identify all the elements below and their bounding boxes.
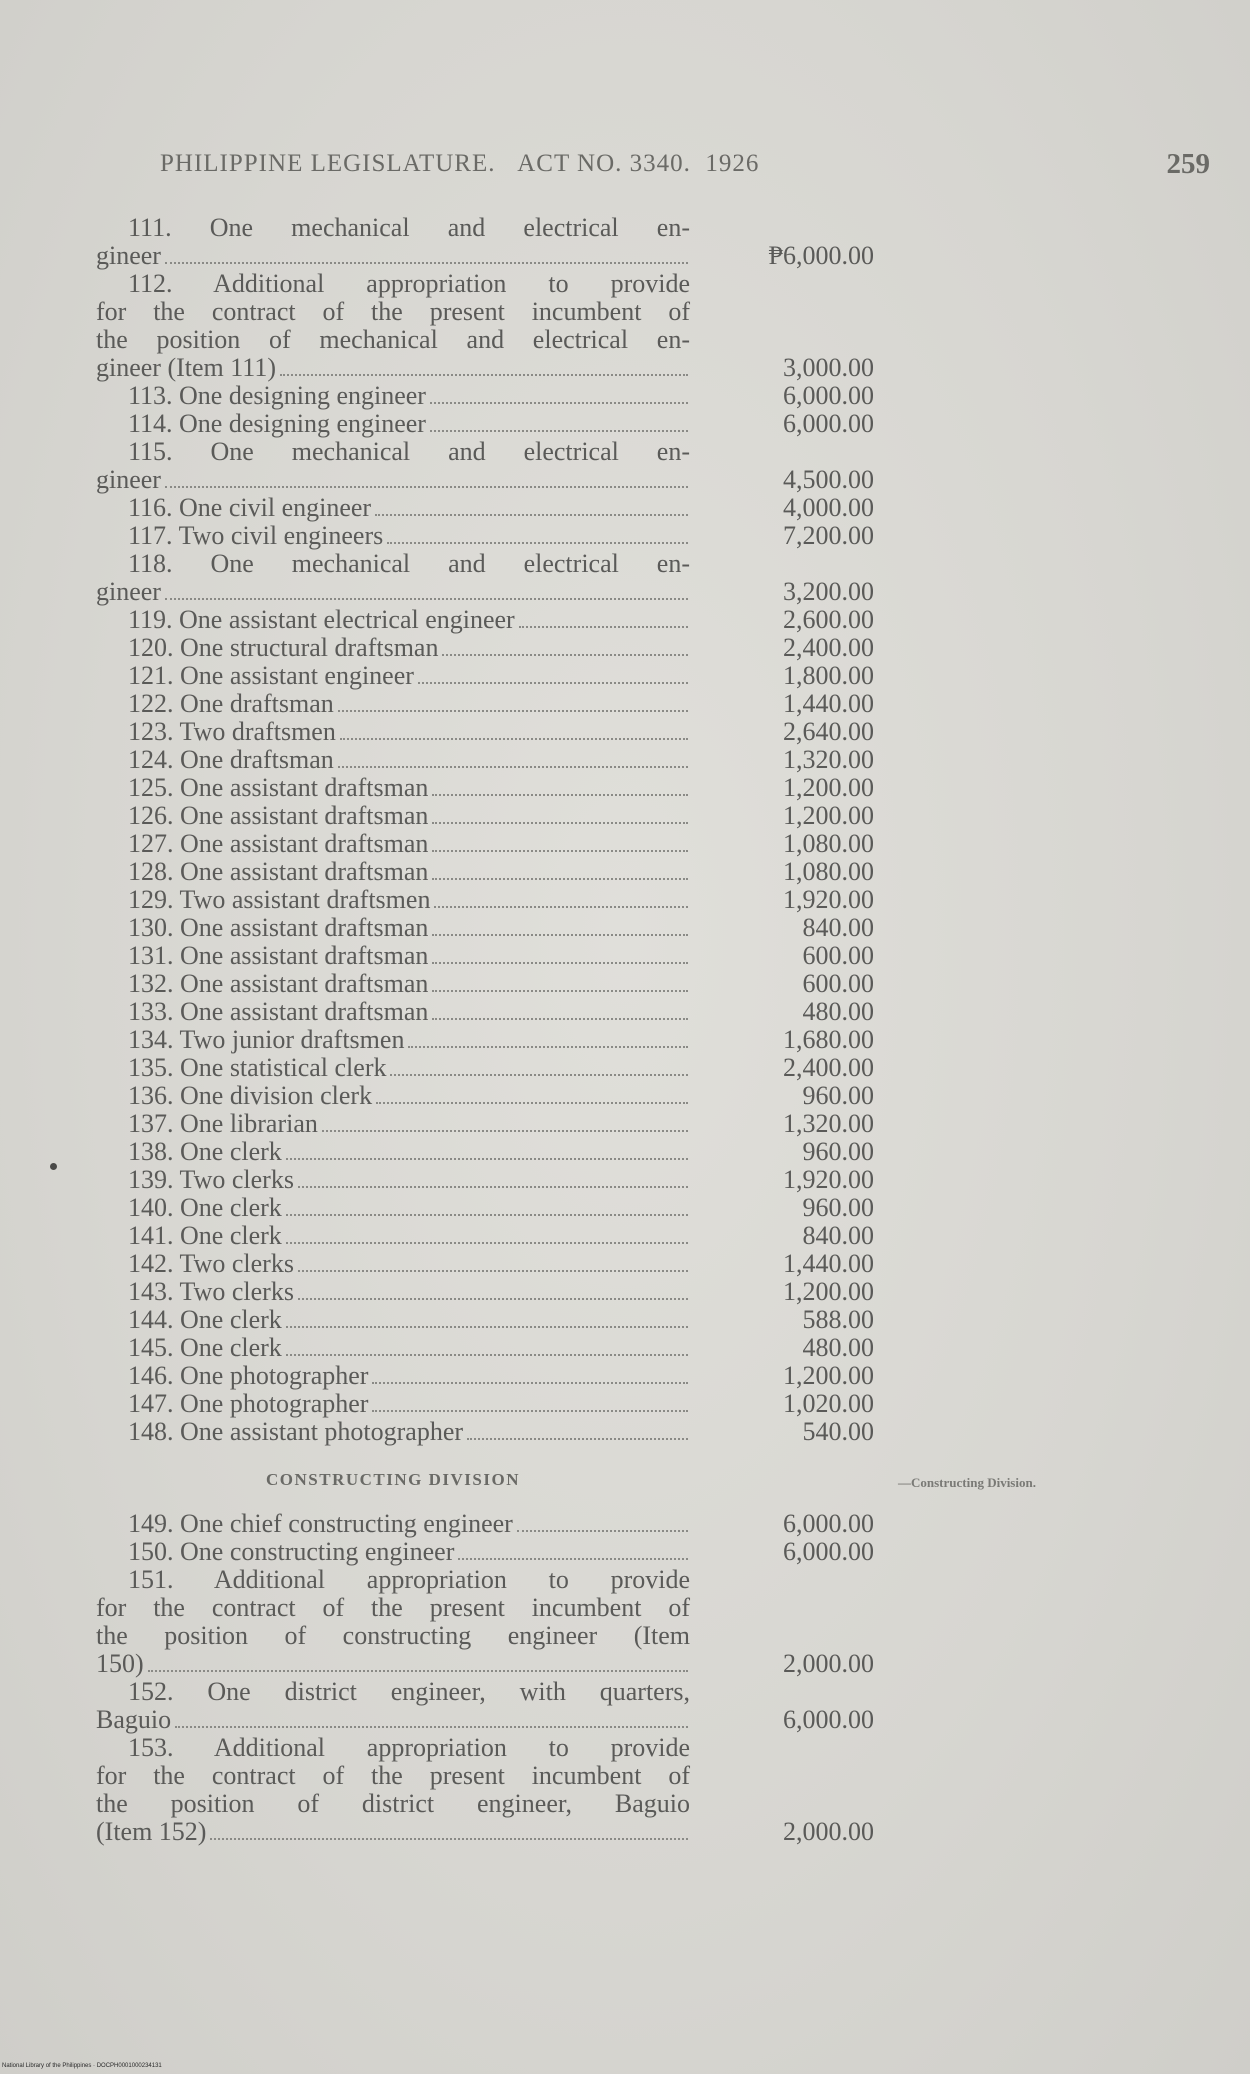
item-label: 135. One statistical clerk [128, 1053, 387, 1082]
dot-leader [298, 1185, 688, 1188]
running-head [160, 150, 759, 178]
item-amount: 1,020.00 [783, 1389, 874, 1418]
item-line [96, 522, 690, 550]
item-label: 130. One assistant draftsman [128, 913, 429, 942]
list-item [96, 214, 896, 270]
dot-leader [432, 877, 688, 880]
item-text [96, 1082, 690, 1110]
item-text [96, 1334, 690, 1362]
item-amount: 7,200.00 [783, 521, 874, 550]
item-text [96, 1418, 690, 1446]
dot-leader [286, 1213, 688, 1216]
item-label: 149. One chief constructing engineer [128, 1509, 513, 1538]
item-text [96, 1250, 690, 1278]
item-amount: 1,320.00 [783, 745, 874, 774]
item-label: 120. One structural draftsman [128, 633, 439, 662]
item-amount: 6,000.00 [783, 1705, 874, 1734]
list-item [96, 998, 896, 1026]
item-first-line: 152. One district engineer, with quarters, [128, 1677, 690, 1706]
item-first-line: 112. Additional appropriation to provide [128, 269, 690, 298]
dot-leader [298, 1297, 688, 1300]
footer-credit: National Library of the Philippines · DOCPH0001000234131 [2, 2063, 162, 2069]
list-item [96, 1334, 896, 1362]
item-continuation-line: the position of constructing engineer (Item [96, 1621, 690, 1650]
item-last-line [96, 354, 690, 382]
item-last-line [96, 1650, 690, 1678]
dot-leader [434, 905, 688, 908]
list-item [96, 1678, 896, 1734]
item-continuation-line: the position of mechanical and electrical en- [96, 325, 690, 354]
dot-leader [387, 541, 688, 544]
item-continuation-line: for the contract of the present incumbent of [96, 1761, 690, 1790]
item-text [96, 942, 690, 970]
division-heading: CONSTRUCTING DIVISION [266, 1470, 520, 1489]
list-item [96, 1390, 896, 1418]
item-label: 128. One assistant draftsman [128, 857, 429, 886]
page-number: 259 [1166, 148, 1210, 180]
item-last-line [96, 578, 690, 606]
item-amount: 1,200.00 [783, 801, 874, 830]
item-label: 144. One clerk [128, 1305, 282, 1334]
running-head-act: ACT NO. 3340. [517, 150, 691, 177]
list-item [96, 1138, 896, 1166]
item-label: 114. One designing engineer [128, 409, 426, 438]
item-label: 145. One clerk [128, 1333, 282, 1362]
list-item [96, 886, 896, 914]
item-label: 142. Two clerks [128, 1249, 294, 1278]
list-item [96, 690, 896, 718]
item-last-line-label: Baguio [96, 1705, 172, 1734]
dot-leader [148, 1669, 688, 1672]
item-last-line-label: 150) [96, 1649, 144, 1678]
item-text [96, 494, 690, 522]
item-text [96, 522, 690, 550]
item-amount: 1,440.00 [783, 689, 874, 718]
item-text [96, 690, 690, 718]
item-line [96, 1362, 690, 1390]
list-item [96, 1538, 896, 1566]
item-label: 138. One clerk [128, 1137, 282, 1166]
list-item [96, 1418, 896, 1446]
item-amount: 2,000.00 [783, 1649, 874, 1678]
list-item [96, 746, 896, 774]
item-amount: 480.00 [802, 997, 874, 1026]
item-line [96, 1026, 690, 1054]
list-item [96, 1566, 896, 1678]
item-text [96, 438, 690, 494]
item-label: 127. One assistant draftsman [128, 829, 429, 858]
item-text [96, 1110, 690, 1138]
item-first-line: 151. Additional appropriation to provide [128, 1565, 690, 1594]
list-item [96, 942, 896, 970]
list-item [96, 774, 896, 802]
dot-leader [458, 1557, 688, 1560]
list-item [96, 1194, 896, 1222]
item-text [96, 746, 690, 774]
item-first-line: 153. Additional appropriation to provide [128, 1733, 690, 1762]
item-line [96, 1054, 690, 1082]
item-label: 133. One assistant draftsman [128, 997, 429, 1026]
item-line [96, 1110, 690, 1138]
item-line [96, 494, 690, 522]
item-amount: 1,680.00 [783, 1025, 874, 1054]
item-line [96, 914, 690, 942]
item-label: 121. One assistant engineer [128, 661, 414, 690]
item-amount: 840.00 [802, 913, 874, 942]
dot-leader [432, 793, 688, 796]
list-item [96, 914, 896, 942]
item-line [96, 1334, 690, 1362]
item-line [96, 970, 690, 998]
list-item [96, 606, 896, 634]
item-amount: 6,000.00 [783, 409, 874, 438]
item-label: 123. Two draftsmen [128, 717, 336, 746]
dot-leader [432, 989, 688, 992]
item-text [96, 914, 690, 942]
item-line [96, 746, 690, 774]
item-line [96, 802, 690, 830]
dot-leader [286, 1157, 688, 1160]
dot-leader [390, 1073, 688, 1076]
dot-leader [338, 709, 688, 712]
item-line [96, 998, 690, 1026]
item-text [96, 886, 690, 914]
list-item [96, 1510, 896, 1538]
item-line [96, 1082, 690, 1110]
item-amount: 1,200.00 [783, 773, 874, 802]
list-item [96, 1306, 896, 1334]
item-label: 134. Two junior draftsmen [128, 1025, 405, 1054]
dot-leader [375, 513, 688, 516]
item-text [96, 214, 690, 270]
item-text [96, 1362, 690, 1390]
list-item [96, 1222, 896, 1250]
dot-leader [210, 1837, 688, 1840]
item-last-line [96, 1818, 690, 1846]
list-item [96, 1278, 896, 1306]
dot-leader [408, 1045, 688, 1048]
item-line [96, 1222, 690, 1250]
item-amount: 588.00 [802, 1305, 874, 1334]
item-text [96, 1054, 690, 1082]
item-text [96, 270, 690, 382]
dot-leader [519, 625, 688, 628]
item-text [96, 970, 690, 998]
item-text [96, 1390, 690, 1418]
item-continuation-line: for the contract of the present incumbent of [96, 297, 690, 326]
item-amount: 1,200.00 [783, 1361, 874, 1390]
item-label: 137. One librarian [128, 1109, 318, 1138]
dot-leader [280, 373, 688, 376]
item-text [96, 830, 690, 858]
dot-leader [175, 1725, 688, 1728]
item-line [96, 1278, 690, 1306]
item-label: 143. Two clerks [128, 1277, 294, 1306]
item-line [96, 886, 690, 914]
item-label: 136. One division clerk [128, 1081, 373, 1110]
item-text [96, 1222, 690, 1250]
item-line [96, 1538, 690, 1566]
item-last-line-label: gineer [96, 241, 161, 270]
item-label: 140. One clerk [128, 1193, 282, 1222]
dot-leader [432, 821, 688, 824]
list-item [96, 1110, 896, 1138]
dot-leader [430, 429, 688, 432]
item-line [96, 1194, 690, 1222]
item-line [96, 1166, 690, 1194]
item-line [96, 606, 690, 634]
item-last-line-label: (Item 152) [96, 1817, 207, 1846]
dot-leader [432, 933, 688, 936]
item-amount: 2,400.00 [783, 1053, 874, 1082]
list-item [96, 270, 896, 382]
item-amount: 2,600.00 [783, 605, 874, 634]
list-item [96, 522, 896, 550]
item-text [96, 802, 690, 830]
item-amount: 600.00 [802, 941, 874, 970]
item-last-line [96, 1706, 690, 1734]
item-amount: 1,080.00 [783, 857, 874, 886]
dot-leader [418, 681, 688, 684]
item-line [96, 774, 690, 802]
marginal-note: —Constructing Division. [898, 1475, 1036, 1490]
item-amount: 4,500.00 [783, 465, 874, 494]
item-amount: 2,000.00 [783, 1817, 874, 1846]
item-text [96, 1138, 690, 1166]
list-item [96, 1362, 896, 1390]
list-item [96, 550, 896, 606]
item-amount: 540.00 [802, 1417, 874, 1446]
item-text [96, 1194, 690, 1222]
dot-leader [298, 1269, 688, 1272]
dot-leader [165, 597, 688, 600]
item-label: 148. One assistant photographer [128, 1417, 464, 1446]
list-item [96, 438, 896, 494]
item-line [96, 690, 690, 718]
item-last-line-label: gineer [96, 577, 161, 606]
dot-leader [376, 1101, 688, 1104]
item-line [96, 634, 690, 662]
item-line [96, 1390, 690, 1418]
item-label: 124. One draftsman [128, 745, 334, 774]
list-item [96, 1026, 896, 1054]
list-item [96, 1734, 896, 1846]
item-line [96, 718, 690, 746]
list-item [96, 718, 896, 746]
item-line [96, 1418, 690, 1446]
item-amount: 1,080.00 [783, 829, 874, 858]
item-text [96, 1278, 690, 1306]
item-line [96, 410, 690, 438]
list-item [96, 1082, 896, 1110]
item-amount: 6,000.00 [783, 1509, 874, 1538]
item-amount: 960.00 [802, 1137, 874, 1166]
item-label: 129. Two assistant draftsmen [128, 885, 431, 914]
item-text [96, 382, 690, 410]
dot-leader [165, 485, 688, 488]
item-amount: 2,400.00 [783, 633, 874, 662]
dot-leader [286, 1325, 688, 1328]
dot-leader [286, 1241, 688, 1244]
page-header [160, 150, 1210, 190]
item-amount: 4,000.00 [783, 493, 874, 522]
item-amount: 6,000.00 [783, 381, 874, 410]
item-continuation-line: for the contract of the present incumbent of [96, 1593, 690, 1622]
dot-leader [432, 961, 688, 964]
list-item [96, 830, 896, 858]
dot-leader [372, 1381, 688, 1384]
item-line [96, 1510, 690, 1538]
dot-leader [372, 1409, 688, 1412]
item-text [96, 1026, 690, 1054]
item-label: 146. One photographer [128, 1361, 369, 1390]
dot-leader [165, 261, 688, 264]
item-label: 150. One constructing engineer [128, 1537, 455, 1566]
item-label: 117. Two civil engineers [128, 521, 384, 550]
item-text [96, 1566, 690, 1678]
item-amount: 840.00 [802, 1221, 874, 1250]
item-text [96, 998, 690, 1026]
item-amount: 3,000.00 [783, 353, 874, 382]
list-item [96, 494, 896, 522]
item-amount: 6,000.00 [783, 1537, 874, 1566]
item-label: 125. One assistant draftsman [128, 773, 429, 802]
item-line [96, 662, 690, 690]
item-label: 141. One clerk [128, 1221, 282, 1250]
item-line [96, 382, 690, 410]
list-item [96, 410, 896, 438]
item-last-line [96, 466, 690, 494]
item-text [96, 1678, 690, 1734]
list-item [96, 1166, 896, 1194]
list-item [96, 1250, 896, 1278]
dot-leader [322, 1129, 688, 1132]
item-line [96, 858, 690, 886]
dot-leader [432, 849, 688, 852]
item-amount: 480.00 [802, 1333, 874, 1362]
item-line [96, 1250, 690, 1278]
item-text [96, 858, 690, 886]
item-last-line-label: gineer (Item 111) [96, 353, 276, 382]
item-first-line: 111. One mechanical and electrical en- [128, 213, 690, 242]
item-label: 131. One assistant draftsman [128, 941, 429, 970]
item-amount: 1,440.00 [783, 1249, 874, 1278]
list-item [96, 662, 896, 690]
item-text [96, 634, 690, 662]
item-line [96, 1306, 690, 1334]
dot-leader [467, 1437, 688, 1440]
item-last-line-label: gineer [96, 465, 161, 494]
item-label: 147. One photographer [128, 1389, 369, 1418]
appropriation-list [96, 214, 896, 1446]
item-text [96, 1510, 690, 1538]
dot-leader [432, 1017, 688, 1020]
running-head-year: 1926 [705, 150, 760, 177]
item-text [96, 774, 690, 802]
item-text [96, 550, 690, 606]
item-line [96, 1138, 690, 1166]
item-text [96, 1734, 690, 1846]
item-first-line: 115. One mechanical and electrical en- [128, 437, 690, 466]
item-amount: 1,800.00 [783, 661, 874, 690]
item-label: 126. One assistant draftsman [128, 801, 429, 830]
item-label: 119. One assistant electrical engineer [128, 605, 515, 634]
list-item [96, 802, 896, 830]
item-label: 122. One draftsman [128, 689, 334, 718]
dot-leader [517, 1529, 688, 1532]
item-amount: 2,640.00 [783, 717, 874, 746]
item-label: 139. Two clerks [128, 1165, 294, 1194]
dot-leader [340, 737, 688, 740]
item-last-line [96, 242, 690, 270]
item-line [96, 942, 690, 970]
item-label: 132. One assistant draftsman [128, 969, 429, 998]
list-item [96, 858, 896, 886]
list-item [96, 1054, 896, 1082]
constructing-division-list [96, 1510, 896, 1846]
item-line [96, 830, 690, 858]
item-amount: 3,200.00 [783, 577, 874, 606]
item-text [96, 718, 690, 746]
item-label: 116. One civil engineer [128, 493, 372, 522]
item-amount: 960.00 [802, 1193, 874, 1222]
dot-leader [286, 1353, 688, 1356]
dot-leader [442, 653, 688, 656]
item-amount: 1,320.00 [783, 1109, 874, 1138]
item-text [96, 410, 690, 438]
item-text [96, 1306, 690, 1334]
list-item [96, 970, 896, 998]
running-head-prefix: PHILIPPINE LEGISLATURE. [160, 150, 496, 177]
item-first-line: 118. One mechanical and electrical en- [128, 549, 690, 578]
dot-leader [430, 401, 688, 404]
item-amount: 1,200.00 [783, 1277, 874, 1306]
list-item [96, 634, 896, 662]
item-continuation-line: the position of district engineer, Baguio [96, 1789, 690, 1818]
item-amount: 1,920.00 [783, 1165, 874, 1194]
item-text [96, 1538, 690, 1566]
item-text [96, 606, 690, 634]
item-amount: 1,920.00 [783, 885, 874, 914]
item-amount: ₱6,000.00 [768, 241, 874, 270]
ink-speck [50, 1163, 57, 1170]
item-text [96, 662, 690, 690]
item-label: 113. One designing engineer [128, 381, 426, 410]
dot-leader [338, 765, 688, 768]
item-text [96, 1166, 690, 1194]
item-amount: 960.00 [802, 1081, 874, 1110]
item-amount: 600.00 [802, 969, 874, 998]
list-item [96, 382, 896, 410]
